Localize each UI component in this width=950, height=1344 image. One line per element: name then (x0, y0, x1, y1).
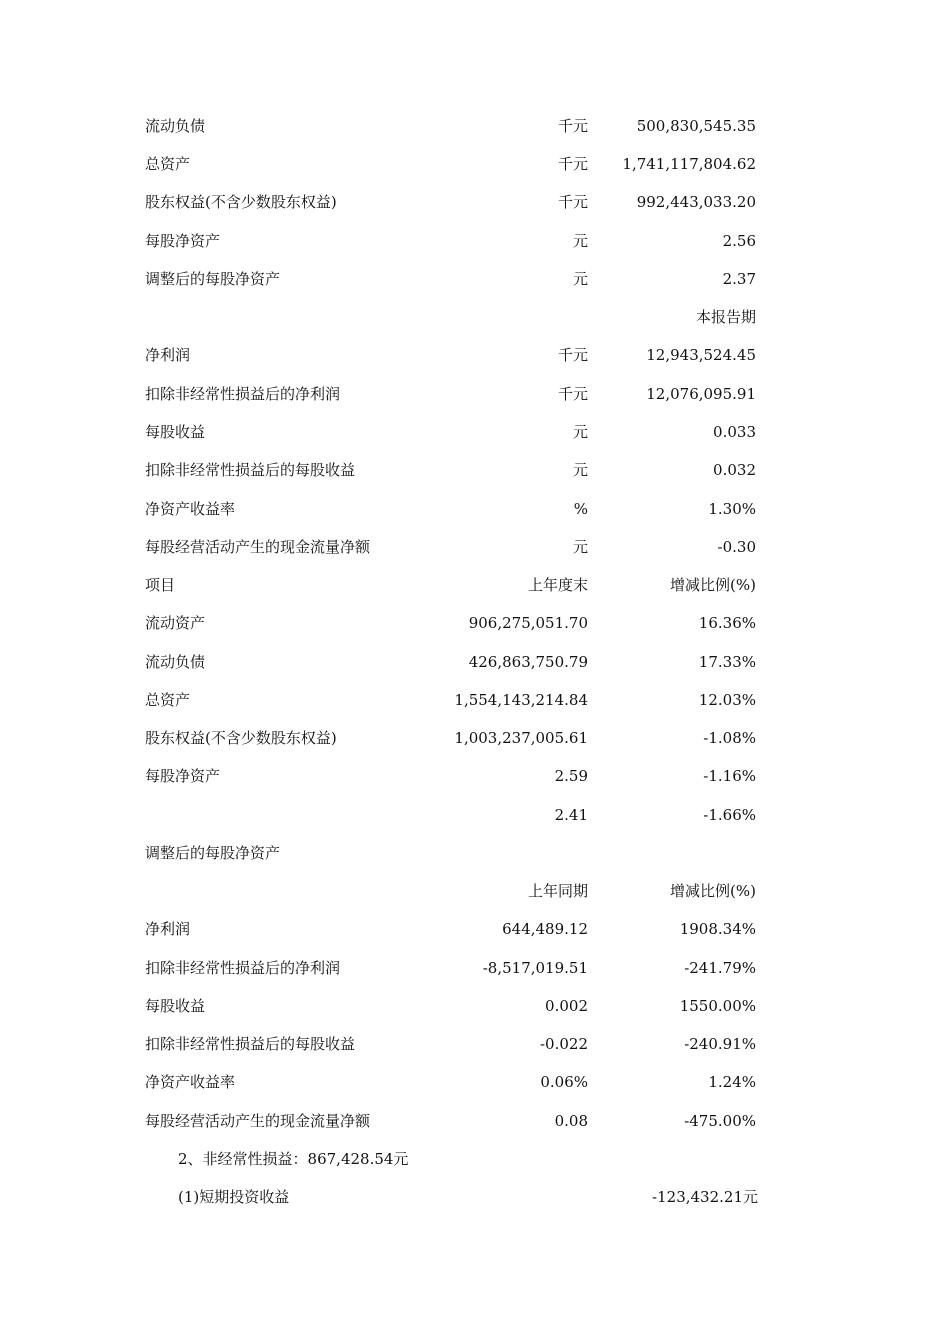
row-label: 调整后的每股净资产 (145, 844, 281, 862)
row-unit: % (573, 500, 588, 518)
table-row (0, 149, 950, 179)
row-label: 扣除非经常性损益后的净利润 (145, 385, 341, 403)
row-label: 每股经营活动产生的现金流量净额 (145, 1112, 371, 1130)
list-item (0, 1182, 950, 1212)
row-change-ratio: -1.08% (703, 729, 756, 747)
row-value: 0.032 (713, 461, 756, 479)
row-value: 992,443,033.20 (636, 193, 756, 211)
table-row (0, 494, 950, 524)
row-prior-value: 0.08 (554, 1112, 588, 1130)
table-row (0, 800, 950, 830)
row-prior-value: 2.41 (554, 806, 588, 824)
row-change-ratio: -241.79% (684, 959, 756, 977)
row-value: 2.56 (722, 232, 756, 250)
table-row (0, 608, 950, 638)
row-label: 总资产 (145, 155, 191, 173)
row-change-ratio: 16.36% (698, 614, 756, 632)
row-label: 净资产收益率 (145, 1073, 236, 1091)
row-label: 每股收益 (145, 997, 206, 1015)
row-change-ratio: 12.03% (698, 691, 756, 709)
row-label: 流动负债 (145, 653, 206, 671)
row-label: 净利润 (145, 920, 191, 938)
column-header-prior-period: 上年同期 (527, 882, 588, 900)
table-row (0, 838, 950, 868)
row-value: 500,830,545.35 (636, 117, 756, 135)
table-row (0, 226, 950, 256)
row-label: 每股净资产 (145, 767, 221, 785)
column-header-change-ratio: 增减比例(%) (670, 576, 756, 594)
row-label: 净资产收益率 (145, 500, 236, 518)
row-label: 流动负债 (145, 117, 206, 135)
row-unit: 千元 (557, 346, 588, 364)
row-prior-value: -0.022 (539, 1035, 588, 1053)
row-change-ratio: 17.33% (698, 653, 756, 671)
row-value: 1,741,117,804.62 (622, 155, 756, 173)
table-row (0, 647, 950, 677)
row-change-ratio: -1.16% (703, 767, 756, 785)
row-value: 1.30% (708, 500, 756, 518)
row-prior-value: 426,863,750.79 (468, 653, 588, 671)
row-label: 扣除非经常性损益后的净利润 (145, 959, 341, 977)
row-prior-value: -8,517,019.51 (482, 959, 588, 977)
table-row (0, 1106, 950, 1136)
row-change-ratio: 1908.34% (679, 920, 756, 938)
row-unit: 千元 (557, 155, 588, 173)
column-header-prior-year-end: 上年度末 (527, 576, 588, 594)
row-value: -0.30 (717, 538, 756, 556)
row-label: 每股收益 (145, 423, 206, 441)
row-unit: 元 (572, 461, 588, 479)
nonrecurring-title: 2、非经常性损益：867,428.54元 (178, 1150, 409, 1168)
row-value: 0.033 (713, 423, 756, 441)
row-label: 每股净资产 (145, 232, 221, 250)
row-change-ratio: 1550.00% (679, 997, 756, 1015)
table-row (0, 914, 950, 944)
row-unit: 元 (572, 423, 588, 441)
row-label: 净利润 (145, 346, 191, 364)
nonrecurring-item-label: (1)短期投资收益 (178, 1188, 290, 1206)
table-row (0, 379, 950, 409)
section-heading-row (0, 1144, 950, 1174)
table-header-row (0, 876, 950, 906)
row-prior-value: 2.59 (554, 767, 588, 785)
table-row (0, 991, 950, 1021)
row-change-ratio: 1.24% (708, 1073, 756, 1091)
row-label: 流动资产 (145, 614, 206, 632)
row-change-ratio: -475.00% (684, 1112, 756, 1130)
row-change-ratio: -240.91% (684, 1035, 756, 1053)
row-prior-value: 1,003,237,005.61 (454, 729, 588, 747)
row-prior-value: 644,489.12 (502, 920, 588, 938)
table-row (0, 264, 950, 294)
table-row (0, 685, 950, 715)
table-row (0, 761, 950, 791)
row-unit: 元 (572, 270, 588, 288)
row-label: 股东权益(不含少数股东权益) (145, 193, 337, 211)
row-prior-value: 906,275,051.70 (468, 614, 588, 632)
table-row (0, 1029, 950, 1059)
column-header-item: 项目 (145, 576, 176, 594)
row-label: 扣除非经常性损益后的每股收益 (145, 1035, 356, 1053)
row-change-ratio: -1.66% (703, 806, 756, 824)
row-value: 12,076,095.91 (646, 385, 756, 403)
table-row (0, 340, 950, 370)
table-row (0, 111, 950, 141)
row-unit: 元 (572, 538, 588, 556)
table-row (0, 723, 950, 753)
row-label: 每股经营活动产生的现金流量净额 (145, 538, 371, 556)
row-prior-value: 1,554,143,214.84 (454, 691, 588, 709)
row-label: 股东权益(不含少数股东权益) (145, 729, 337, 747)
column-header-change-ratio: 增减比例(%) (670, 882, 756, 900)
row-label: 调整后的每股净资产 (145, 270, 281, 288)
row-label: 总资产 (145, 691, 191, 709)
column-header: 本报告期 (695, 308, 756, 326)
row-prior-value: 0.002 (545, 997, 588, 1015)
row-label: 扣除非经常性损益后的每股收益 (145, 461, 356, 479)
row-value: 2.37 (722, 270, 756, 288)
table-row (0, 1067, 950, 1097)
table-row (0, 455, 950, 485)
row-unit: 千元 (557, 385, 588, 403)
table-header-row (0, 570, 950, 600)
table-header-row (0, 302, 950, 332)
nonrecurring-item-value: -123,432.21元 (652, 1188, 758, 1206)
row-unit: 千元 (557, 117, 588, 135)
row-unit: 元 (572, 232, 588, 250)
table-row (0, 953, 950, 983)
row-prior-value: 0.06% (540, 1073, 588, 1091)
row-unit: 千元 (557, 193, 588, 211)
table-row (0, 417, 950, 447)
table-row (0, 532, 950, 562)
row-value: 12,943,524.45 (646, 346, 756, 364)
table-row (0, 187, 950, 217)
